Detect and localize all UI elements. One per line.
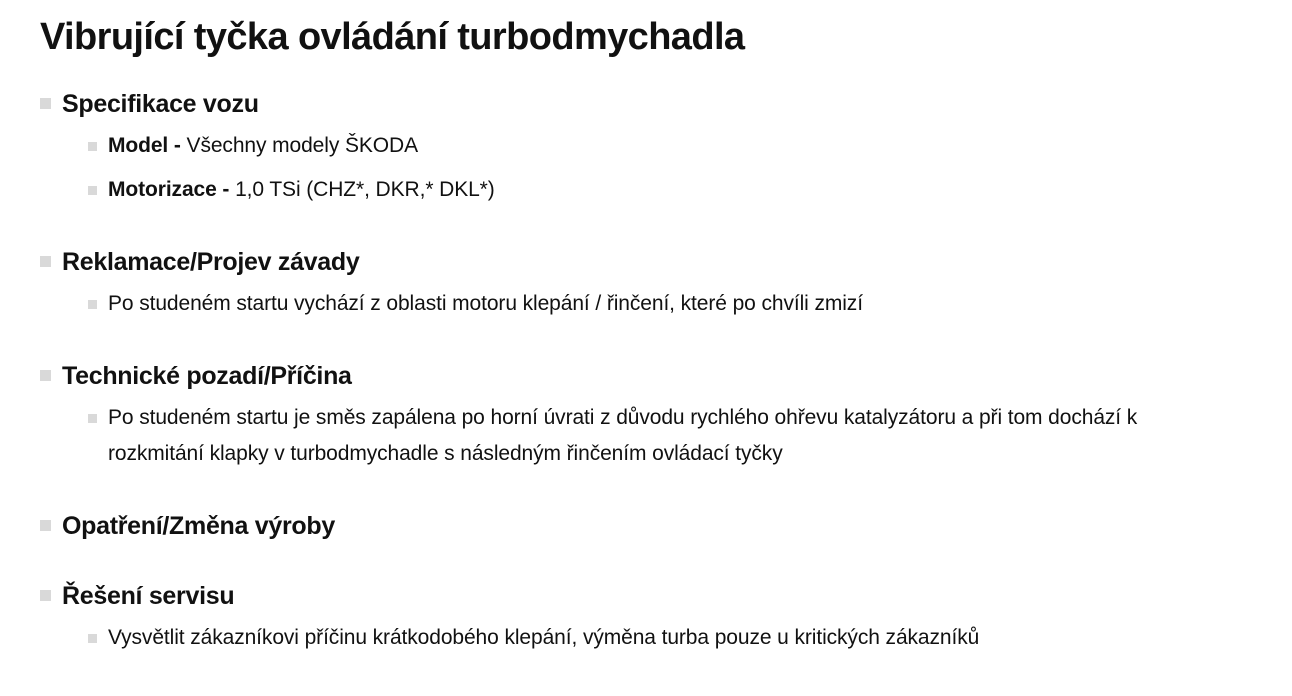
section-heading-row — [40, 88, 1256, 120]
section-heading: Opatření/Změna výroby — [62, 512, 335, 540]
section-reseni-servisu — [40, 580, 1256, 656]
section-heading: Technické pozadí/Příčina — [62, 362, 352, 390]
list-item-text — [108, 286, 863, 322]
section-opatreni — [40, 510, 1256, 542]
item-body: Všechny modely ŠKODA — [186, 134, 418, 157]
section-heading-row — [40, 246, 1256, 278]
bullet-square-icon — [88, 142, 97, 151]
list-item-text — [108, 128, 418, 164]
item-label: Model - — [108, 134, 181, 157]
bullet-square-icon — [40, 98, 51, 109]
list-item — [88, 400, 1256, 472]
section-specifikace-vozu — [40, 88, 1256, 208]
item-body: Po studeném startu je směs zapálena po horní úvrati z důvodu rychlého ohřevu katalyzátoru a při tom dochází k rozkmitání klapky v turbodmychadle s následným řinčením ovládací tyčky — [108, 406, 1138, 465]
section-heading-row — [40, 360, 1256, 392]
item-body: Po studeném startu vychází z oblasti motoru klepání / řinčení, které po chvíli zmizí — [108, 292, 863, 315]
list-item-text — [108, 400, 1198, 472]
section-heading: Specifikace vozu — [62, 90, 259, 118]
bullet-square-icon — [88, 634, 97, 643]
bullet-square-icon — [88, 414, 97, 423]
section-technicke-pozadi — [40, 360, 1256, 472]
list-item — [88, 172, 1256, 208]
section-heading-row — [40, 510, 1256, 542]
list-item — [88, 128, 1256, 164]
item-body: Vysvětlit zákazníkovi příčinu krátkodobého klepání, výměna turba pouze u kritických zákazníků — [108, 626, 980, 649]
bullet-square-icon — [88, 186, 97, 195]
item-body: 1,0 TSi (CHZ*, DKR,* DKL*) — [235, 178, 495, 201]
list-item — [88, 620, 1256, 656]
bullet-square-icon — [40, 590, 51, 601]
section-heading: Reklamace/Projev závady — [62, 248, 360, 276]
page-title: Vibrující tyčka ovládání turbodmychadla — [40, 16, 745, 58]
list-item-text — [108, 620, 979, 656]
section-heading-row — [40, 580, 1256, 612]
bullet-square-icon — [40, 370, 51, 381]
bullet-square-icon — [40, 256, 51, 267]
list-item — [88, 286, 1256, 322]
section-reklamace — [40, 246, 1256, 322]
item-label: Motorizace - — [108, 178, 230, 201]
list-item-text — [108, 172, 495, 208]
section-heading: Řešení servisu — [62, 582, 235, 610]
bullet-square-icon — [40, 520, 51, 531]
bullet-square-icon — [88, 300, 97, 309]
